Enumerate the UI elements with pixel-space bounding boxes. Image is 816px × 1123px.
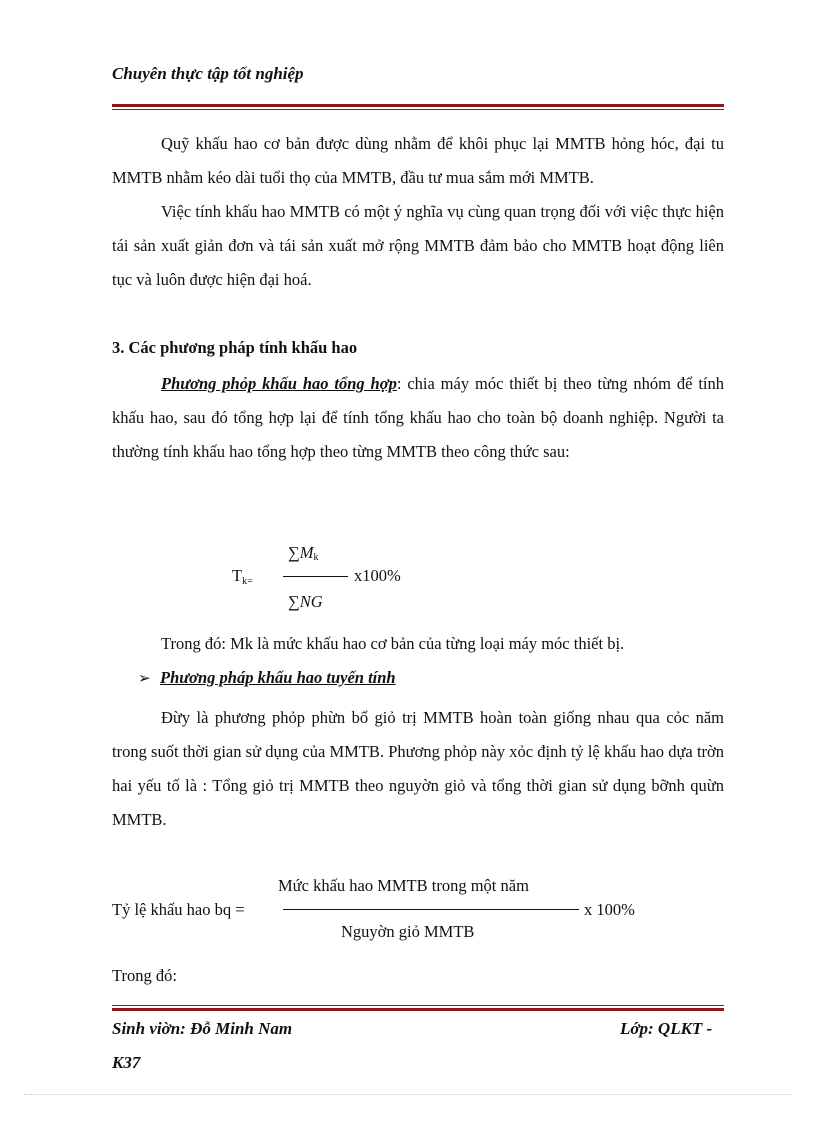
formula1-numerator bbox=[288, 543, 319, 563]
footer-class-label: Lớp: QLKT - bbox=[620, 1019, 713, 1038]
formula1-denominator bbox=[288, 592, 323, 612]
footer-student-name: Sinh viờn: Đỗ Minh Nam bbox=[112, 1019, 293, 1038]
where-clause-mk: Trong đó: Mk là mức khấu hao cơ bản của từng loại máy móc thiết bị. bbox=[161, 634, 625, 653]
formula1-sum-symbol-num: ∑ bbox=[288, 543, 300, 562]
paragraph-linear-method: Đừy là phương phỏp phừn bổ giỏ trị MMTB hoàn toàn giống nhau qua cỏc năm trong suốt thời gian sử dụng của MMTB. Phương phỏp này xỏc định tỷ lệ khấu hao dựa trờn hai yếu tố là : Tổng giỏ trị MMTB theo nguyờn giỏ và tổng thời gian sử dụng bỡnh quừn MMTB. bbox=[112, 708, 724, 829]
arrow-bullet-icon: ➢ bbox=[138, 671, 151, 687]
page-edge-divider bbox=[24, 1094, 792, 1095]
formula1-fraction-bar bbox=[283, 576, 348, 577]
where-clause-empty: Trong đó: bbox=[112, 966, 177, 985]
aggregate-method-body: chia máy móc thiết bị theo từng nhóm để tính khấu hao, sau đó tổng hợp lại để tính tổng khấu hao cho toàn bộ doanh nghiệp. Người ta thường tính khấu hao tổng hợp theo từng MMTB theo công thức sau: bbox=[112, 374, 724, 461]
formula1-num-var: M bbox=[299, 543, 314, 562]
formula1-num-sub: k bbox=[313, 552, 319, 563]
formula1-sum-symbol-den: ∑ bbox=[288, 592, 300, 611]
formula1-den-var: NG bbox=[299, 592, 323, 611]
paragraph-aggregate-method bbox=[112, 367, 724, 469]
section-heading-methods: 3. Các phương pháp tính khấu hao bbox=[112, 338, 358, 357]
term-colon: : bbox=[396, 374, 402, 393]
paragraph-depreciation-importance: Việc tính khấu hao MMTB có một ý nghĩa vụ cùng quan trọng đối với việc thực hiện tái sản xuất giản đơn và tái sản xuất mở rộng MMTB đảm bảo cho MMTB hoạt động liên tục và luôn được hiện đại hoá. bbox=[112, 202, 724, 289]
footer-class-suffix: K37 bbox=[112, 1053, 141, 1072]
header-rule-thick bbox=[112, 104, 724, 107]
formula2-multiplier: x 100% bbox=[584, 900, 635, 919]
formula2-fraction-bar bbox=[283, 909, 579, 910]
formula1-lhs bbox=[232, 566, 253, 587]
header-rule-thin bbox=[112, 109, 724, 110]
term-linear-method: Phương pháp khấu hao tuyến tính bbox=[160, 668, 396, 687]
formula1-lhs-sub: k= bbox=[242, 576, 253, 587]
footer-rule-thin bbox=[112, 1005, 724, 1006]
formula2-denominator: Nguyờn giỏ MMTB bbox=[341, 922, 475, 941]
formula1-lhs-main: T bbox=[232, 566, 243, 585]
formula2-lhs: Tỷ lệ khấu hao bq = bbox=[112, 900, 245, 919]
header-title: Chuyên thực tập tốt nghiệp bbox=[112, 64, 304, 83]
paragraph-depreciation-fund: Quỹ khấu hao cơ bản được dùng nhằm để khôi phục lại MMTB hỏng hóc, đại tu MMTB nhằm kéo dài tuổi thọ của MMTB, đầu tư mua sắm mới MMTB. bbox=[112, 134, 724, 187]
footer-rule-thick bbox=[112, 1008, 724, 1011]
term-aggregate-method: Phương phỏp khấu hao tổng hợp bbox=[161, 374, 397, 393]
formula2-numerator: Mức khấu hao MMTB trong một năm bbox=[278, 876, 529, 895]
formula1-multiplier: x100% bbox=[354, 566, 401, 585]
bullet-linear-method bbox=[138, 668, 396, 688]
